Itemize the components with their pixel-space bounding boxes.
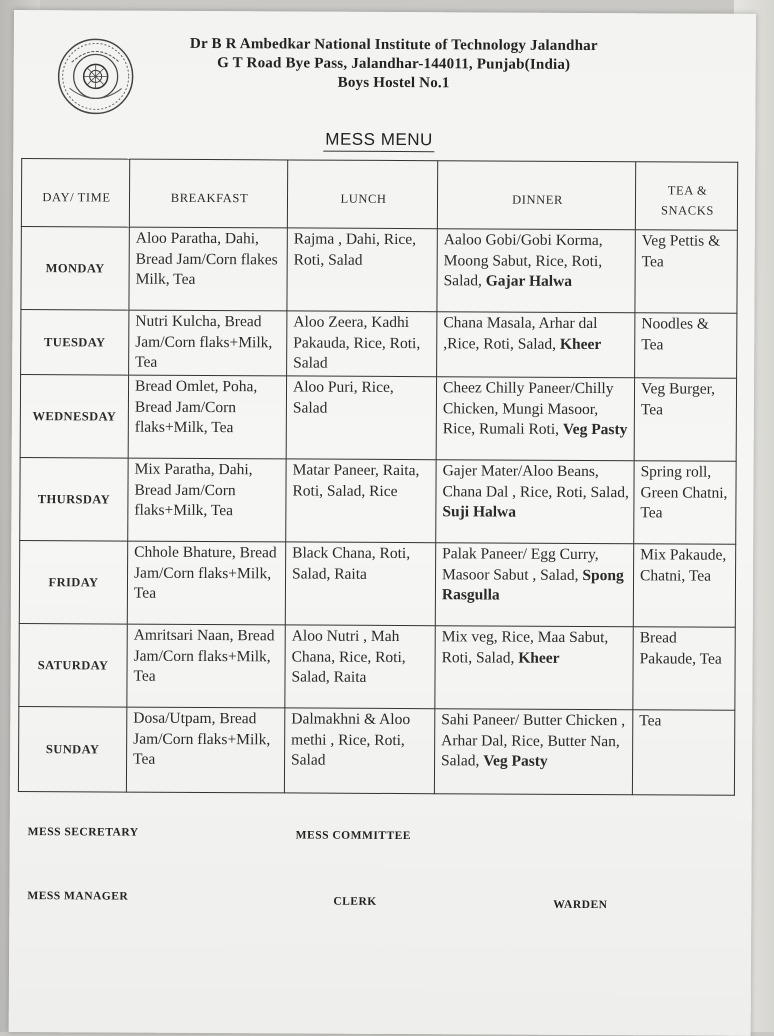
breakfast-cell: Amritsari Naan, Bread Jam/Corn flaks+Milk, Tea — [127, 624, 285, 708]
institute-address: G T Road Bye Pass, Jalandhar-144011, Punjab(India) — [164, 54, 624, 75]
lunch-cell: Rajma , Dahi, Rice, Roti, Salad — [287, 228, 437, 312]
lunch-cell: Dalmakhni & Aloo methi , Rice, Roti, Salad — [284, 708, 434, 794]
day-cell: FRIDAY — [19, 541, 127, 625]
column-header-breakfast: BREAKFAST — [129, 159, 287, 228]
table-header-row — [21, 159, 737, 231]
table-row — [21, 227, 737, 314]
dinner-items: Aaloo Gobi/Gobi Korma, Moong Sabut, Rice, Roti, Salad, — [444, 231, 603, 289]
signature-mess-secretary: MESS SECRETARY — [28, 826, 139, 839]
dinner-cell — [436, 460, 634, 544]
table-row — [20, 458, 736, 545]
institute-emblem-icon — [55, 36, 135, 116]
tea-cell: Noodles & Tea — [635, 313, 737, 379]
institute-name: Dr B R Ambedkar National Institute of Technology Jalandhar — [164, 35, 624, 56]
dinner-special: Spong Rasgulla — [442, 566, 624, 603]
lunch-cell: Aloo Zeera, Kadhi Pakauda, Rice, Roti, Salad — [287, 311, 437, 377]
dinner-special: Kheer — [560, 335, 601, 352]
breakfast-cell: Nutri Kulcha, Bread Jam/Corn flaks+Milk, Tea — [129, 310, 287, 376]
tea-cell: Bread Pakaude, Tea — [633, 627, 735, 711]
lunch-cell: Aloo Puri, Rice, Salad — [286, 376, 436, 460]
column-header-day: DAY/ TIME — [21, 159, 129, 228]
table-row — [18, 707, 734, 796]
lunch-cell: Black Chana, Roti, Salad, Raita — [285, 542, 435, 626]
mess-menu-sheet — [9, 10, 756, 1036]
signature-mess-committee: MESS COMMITTEE — [296, 829, 411, 842]
dinner-special: Veg Pasty — [483, 752, 548, 769]
tea-cell: Mix Pakaude, Chatni, Tea — [633, 544, 735, 628]
dinner-items: Chana Masala, Arhar dal ,Rice, Roti, Salad, — [443, 314, 597, 352]
dinner-items: Palak Paneer/ Egg Curry, Masoor Sabut , Salad, — [442, 545, 599, 583]
column-header-dinner: DINNER — [437, 161, 635, 230]
day-cell: SATURDAY — [19, 624, 127, 708]
day-cell: TUESDAY — [21, 310, 129, 376]
tea-cell: Veg Burger, Tea — [634, 378, 736, 462]
breakfast-cell: Chhole Bhature, Bread Jam/Corn flaks+Milk, Tea — [127, 541, 285, 625]
dinner-items: Sahi Paneer/ Butter Chicken , Arhar Dal, Rice, Butter Nan, Salad, — [441, 711, 625, 769]
hostel-name: Boys Hostel No.1 — [164, 73, 624, 94]
institute-header — [164, 35, 624, 94]
table-row — [21, 310, 737, 379]
dinner-cell — [437, 229, 635, 313]
dinner-cell — [437, 312, 635, 378]
dinner-special: Gajar Halwa — [486, 272, 572, 289]
table-row — [19, 541, 735, 628]
page-title: MESS MENU — [323, 130, 435, 153]
lunch-cell: Aloo Nutri , Mah Chana, Rice, Roti, Salad, Raita — [285, 625, 435, 709]
tea-cell: Tea — [632, 710, 734, 796]
tea-cell: Spring roll, Green Chatni, Tea — [634, 461, 736, 545]
breakfast-cell: Aloo Paratha, Dahi, Bread Jam/Corn flakes Milk, Tea — [129, 227, 287, 311]
dinner-special: Suji Halwa — [442, 503, 516, 520]
dinner-items: Mix veg, Rice, Maa Sabut, Roti, Salad, — [442, 628, 609, 666]
breakfast-cell: Bread Omlet, Poha, Bread Jam/Corn flaks+Milk, Tea — [128, 375, 286, 459]
breakfast-cell: Dosa/Utpam, Bread Jam/Corn flaks+Milk, Tea — [126, 707, 284, 793]
dinner-items: Cheez Chilly Paneer/Chilly Chicken, Mungi Masoor, Rice, Rumali Roti, — [443, 379, 614, 438]
mess-menu-table — [18, 158, 738, 796]
dinner-cell — [436, 377, 634, 461]
dinner-cell — [435, 543, 633, 627]
day-cell: THURSDAY — [20, 458, 128, 542]
column-header-lunch: LUNCH — [287, 160, 437, 229]
dinner-special: Kheer — [518, 649, 559, 666]
table-row — [20, 375, 736, 462]
table-row — [19, 624, 735, 711]
dinner-cell — [434, 709, 632, 795]
signature-clerk: CLERK — [333, 896, 376, 908]
day-cell: WEDNESDAY — [20, 375, 128, 459]
column-header-tea-snacks: TEA & SNACKS — [635, 162, 737, 231]
dinner-items: Gajer Mater/Aloo Beans, Chana Dal , Rice, Roti, Salad, — [442, 462, 628, 500]
breakfast-cell: Mix Paratha, Dahi, Bread Jam/Corn flaks+Milk, Tea — [128, 458, 286, 542]
lunch-cell: Matar Paneer, Raita, Roti, Salad, Rice — [286, 459, 436, 543]
day-cell: MONDAY — [21, 227, 129, 311]
tea-cell: Veg Pettis & Tea — [635, 230, 737, 314]
dinner-cell — [435, 626, 633, 710]
signature-mess-manager: MESS MANAGER — [27, 890, 128, 903]
dinner-special: Veg Pasty — [563, 421, 628, 438]
day-cell: SUNDAY — [18, 707, 126, 793]
signature-warden: WARDEN — [553, 899, 607, 911]
